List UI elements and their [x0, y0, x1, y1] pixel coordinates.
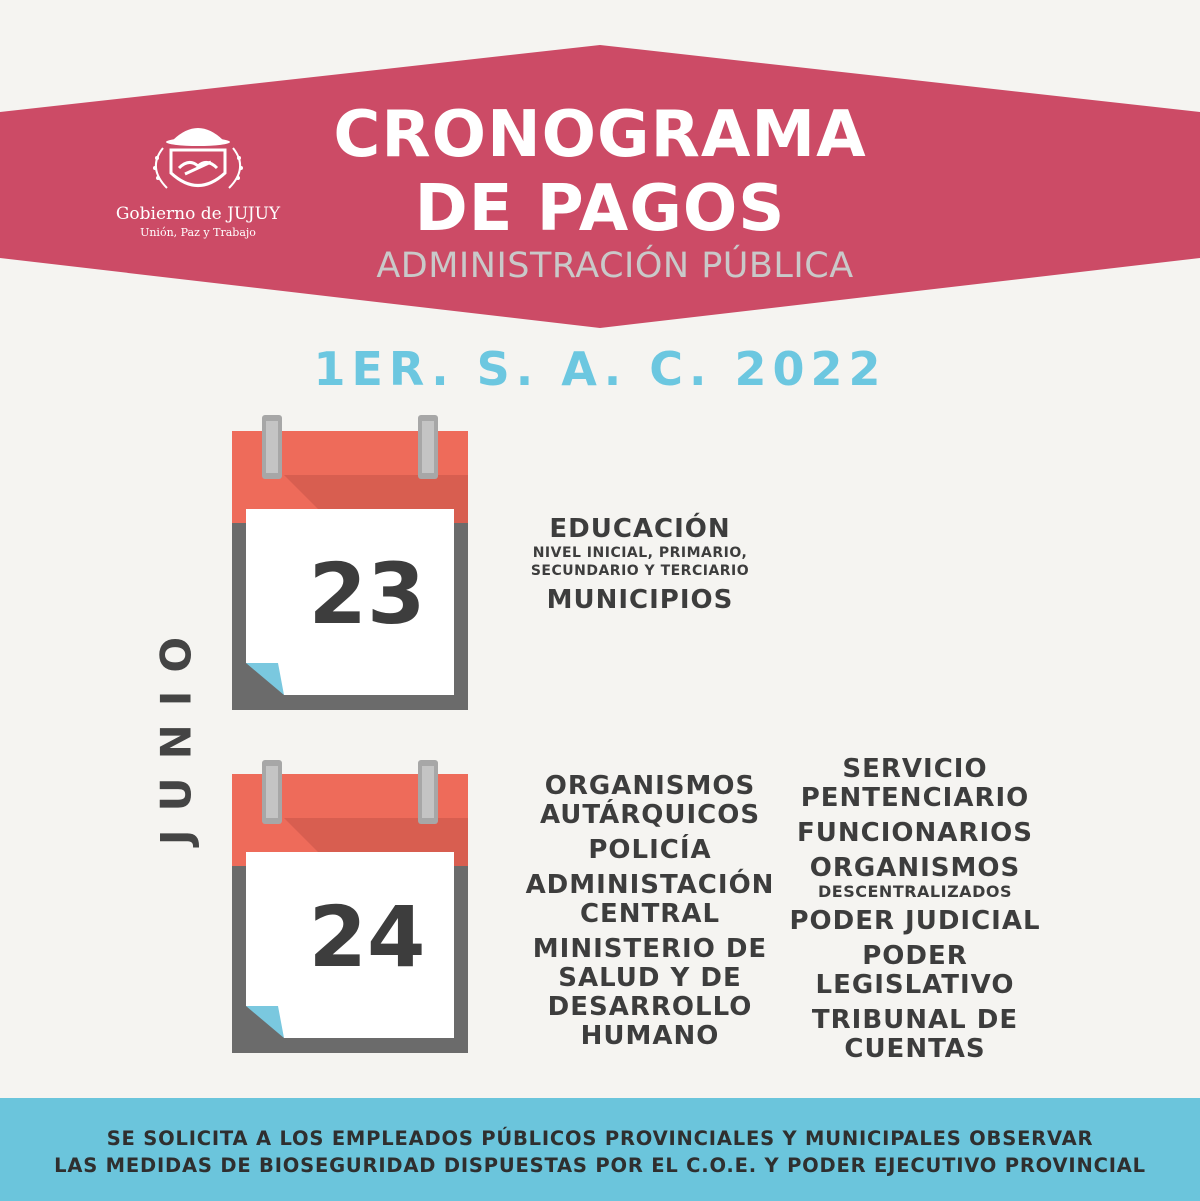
day24-left-list — [500, 772, 800, 1051]
list-item: SALUD Y DE — [558, 963, 742, 993]
list-item: CENTRAL — [579, 899, 721, 929]
footer-line2: LAS MEDIDAS DE BIOSEGURIDAD DISPUESTAS POR EL C.O.E. Y PODER EJECUTIVO PROVINCIAL — [54, 1154, 1146, 1177]
list-item: AUTÁRQUICOS — [539, 800, 761, 830]
footer-banner — [0, 1098, 1200, 1201]
page-subtitle: ADMINISTRACIÓN PÚBLICA — [376, 246, 854, 286]
list-item-detail: NIVEL INICIAL, PRIMARIO, — [532, 545, 748, 561]
day24-right-list — [770, 755, 1060, 1064]
logo-name: Gobierno de JUJUY — [115, 204, 281, 224]
list-item: DESARROLLO — [547, 992, 753, 1022]
calendar-day-24 — [232, 760, 468, 1053]
list-item: LEGISLATIVO — [815, 970, 1015, 1000]
day23-list — [490, 515, 790, 615]
list-item: CUENTAS — [844, 1034, 986, 1064]
page-title-line1: CRONOGRAMA — [333, 98, 867, 172]
month-label: JUNIO — [151, 618, 201, 846]
list-item: SERVICIO — [842, 754, 988, 784]
list-item: PODER — [862, 941, 968, 971]
list-item: ADMINISTACIÓN — [525, 870, 775, 900]
logo-motto: Unión, Paz y Trabajo — [140, 226, 256, 239]
list-item: ORGANISMOS — [809, 853, 1021, 883]
calendar-day-number: 23 — [308, 545, 426, 643]
period-label: 1ER. S. A. C. 2022 — [313, 342, 887, 396]
list-item: ORGANISMOS — [544, 771, 756, 801]
list-item-detail: SECUNDARIO Y TERCIARIO — [530, 563, 750, 579]
list-item: HUMANO — [580, 1021, 720, 1051]
jujuy-logo — [98, 118, 298, 258]
list-item: POLICÍA — [588, 835, 712, 865]
calendar-day-number: 24 — [308, 888, 426, 986]
list-item: EDUCACIÓN — [549, 514, 731, 544]
jujuy-coat-of-arms-icon — [133, 118, 263, 198]
page-title-line2: DE PAGOS — [414, 172, 786, 246]
list-item: TRIBUNAL DE — [811, 1005, 1019, 1035]
list-item: MINISTERIO DE — [532, 934, 768, 964]
footer-line1: SE SOLICITA A LOS EMPLEADOS PÚBLICOS PROVINCIALES Y MUNICIPALES OBSERVAR — [106, 1127, 1094, 1150]
list-item: PENTENCIARIO — [800, 783, 1030, 813]
list-item: MUNICIPIOS — [546, 585, 734, 615]
list-item: FUNCIONARIOS — [797, 818, 1033, 848]
list-item: PODER JUDICIAL — [789, 906, 1041, 936]
calendar-day-23 — [232, 415, 468, 710]
list-item-detail: DESCENTRALIZADOS — [818, 882, 1012, 901]
